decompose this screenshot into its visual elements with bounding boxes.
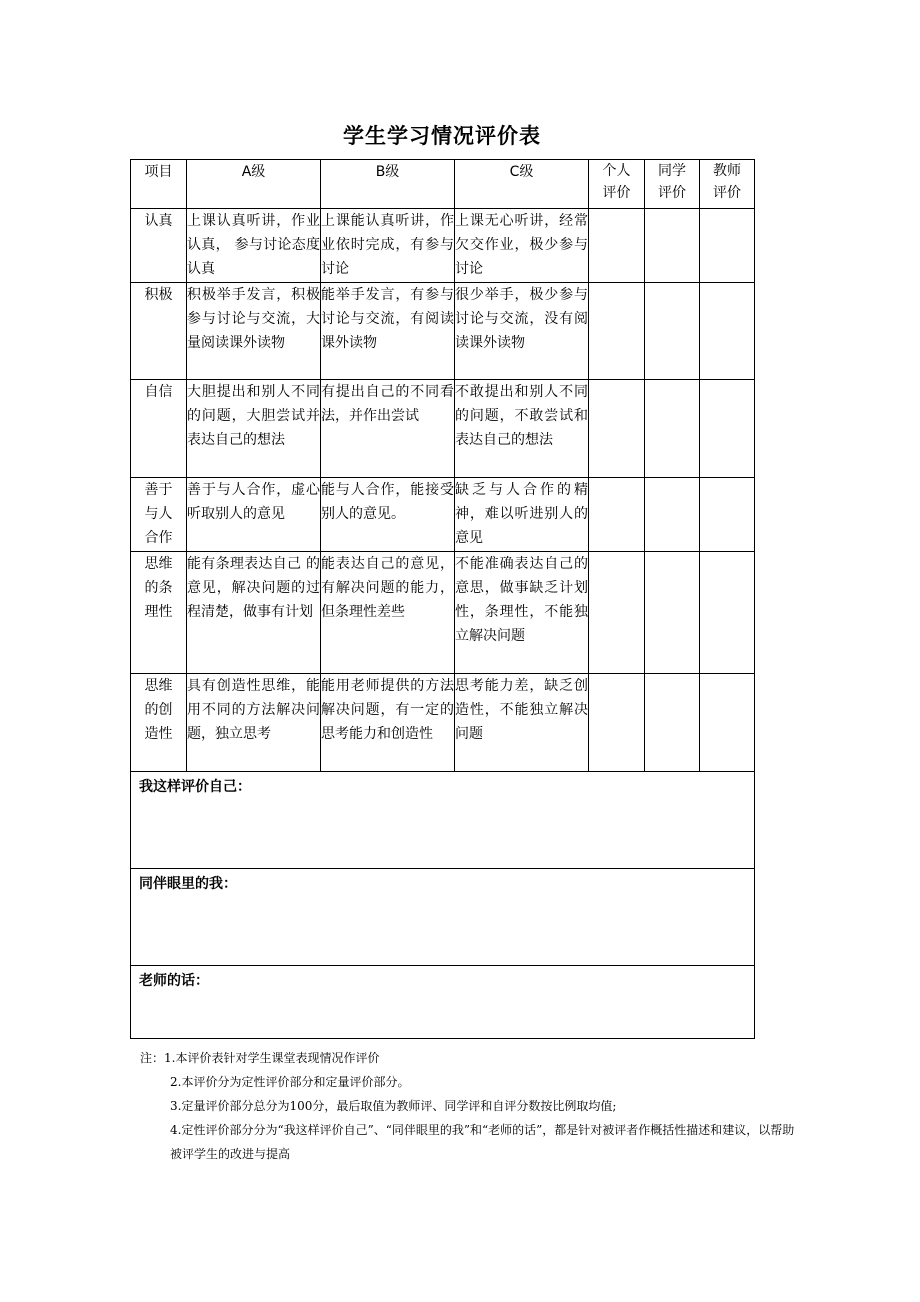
peer-score-cell[interactable] (645, 478, 700, 552)
peer-score-cell[interactable] (645, 283, 700, 380)
note-3: 3.定量评价部分总分为100分，最后取值为教师评、同学评和自评分数按比例取均值; (170, 1099, 617, 1113)
teacher-comment-area[interactable] (131, 966, 755, 1039)
teacher-score-cell[interactable] (700, 674, 755, 772)
row-label: 积极 (131, 283, 187, 380)
teacher-score-cell[interactable] (700, 552, 755, 674)
table-row (131, 552, 755, 674)
level-b-desc: 有提出自己的不同看法，并作出尝试 (321, 380, 455, 478)
header-peer-eval: 同学 评价 (645, 160, 700, 209)
header-teacher-eval: 教师 评价 (700, 160, 755, 209)
level-a-desc: 具有创造性思维，能用不同的方法解决问题，独立思考 (187, 674, 321, 772)
note-1: 注：1.本评价表针对学生课堂表现情况作评价 (140, 1051, 380, 1065)
level-a-desc: 善于与人合作，虚心听取别人的意见 (187, 478, 321, 552)
teacher-comment-label: 老师的话： (139, 973, 209, 989)
note-2: 2.本评价分为定性评价部分和定量评价部分。 (170, 1075, 410, 1089)
level-c-desc: 上课无心听讲，经常欠交作业，极少参与讨论 (455, 209, 589, 283)
level-c-desc: 缺乏与人合作的精神，难以听进别人的意见 (455, 478, 589, 552)
row-label: 自信 (131, 380, 187, 478)
peer-comment-area[interactable] (131, 869, 755, 966)
level-b-desc: 能表达自己的意见，有解决问题的能力，但条理性差些 (321, 552, 455, 674)
level-b-desc: 能用老师提供的方法解决问题，有一定的思考能力和创造性 (321, 674, 455, 772)
level-a-desc: 大胆提出和别人不同的问题，大胆尝试并表达自己的想法 (187, 380, 321, 478)
level-a-desc: 积极举手发言，积极参与讨论与交流，大量阅读课外读物 (187, 283, 321, 380)
level-c-desc: 不敢提出和别人不同的问题，不敢尝试和表达自己的想法 (455, 380, 589, 478)
note-4: 4.定性评价部分分为“我这样评价自己”、“同伴眼里的我”和“老师的话”，都是针对被评者作概括性描述和建议，以帮助被评学生的改进与提高 (170, 1123, 795, 1161)
self-score-cell[interactable] (589, 283, 645, 380)
self-score-cell[interactable] (589, 674, 645, 772)
header-level-b: B级 (321, 160, 455, 209)
teacher-score-cell[interactable] (700, 380, 755, 478)
table-row (131, 283, 755, 380)
page-title: 学生学习情况评价表 (343, 124, 541, 148)
notes (140, 1046, 800, 1166)
level-b-desc: 能与人合作，能接受别人的意见。 (321, 478, 455, 552)
level-a-desc: 能有条理表达自己 的意见，解决问题的过程清楚，做事有计划 (187, 552, 321, 674)
evaluation-table (130, 159, 755, 1039)
header-level-a: A级 (187, 160, 321, 209)
table-row (131, 674, 755, 772)
header-row (131, 160, 755, 209)
table-row (131, 380, 755, 478)
self-score-cell[interactable] (589, 209, 645, 283)
self-comment-label: 我这样评价自己： (139, 779, 251, 795)
level-b-desc: 能举手发言，有参与讨论与交流，有阅读课外读物 (321, 283, 455, 380)
row-label: 善于 与人 合作 (131, 478, 187, 552)
table-row (131, 209, 755, 283)
level-c-desc: 思考能力差，缺乏创造性，不能独立解决问题 (455, 674, 589, 772)
peer-comment-label: 同伴眼里的我： (139, 876, 237, 892)
self-score-cell[interactable] (589, 380, 645, 478)
peer-comment-row (131, 869, 755, 966)
level-c-desc: 很少举手，极少参与讨论与交流，没有阅读课外读物 (455, 283, 589, 380)
teacher-score-cell[interactable] (700, 209, 755, 283)
level-a-desc: 上课认真听讲，作业认真， 参与讨论态度认真 (187, 209, 321, 283)
self-score-cell[interactable] (589, 552, 645, 674)
header-level-c: C级 (455, 160, 589, 209)
self-score-cell[interactable] (589, 478, 645, 552)
peer-score-cell[interactable] (645, 209, 700, 283)
table-row (131, 478, 755, 552)
level-c-desc: 不能准确表达自己的意思，做事缺乏计划性，条理性，不能独立解决问题 (455, 552, 589, 674)
row-label: 思维 的创 造性 (131, 674, 187, 772)
teacher-score-cell[interactable] (700, 283, 755, 380)
peer-score-cell[interactable] (645, 380, 700, 478)
level-b-desc: 上课能认真听讲，作业依时完成，有参与讨论 (321, 209, 455, 283)
peer-score-cell[interactable] (645, 552, 700, 674)
teacher-comment-row (131, 966, 755, 1039)
teacher-score-cell[interactable] (700, 478, 755, 552)
header-item: 项目 (131, 160, 187, 209)
row-label: 认真 (131, 209, 187, 283)
peer-score-cell[interactable] (645, 674, 700, 772)
header-self-eval: 个人 评价 (589, 160, 645, 209)
self-comment-area[interactable] (131, 772, 755, 869)
self-comment-row (131, 772, 755, 869)
row-label: 思维 的条 理性 (131, 552, 187, 674)
